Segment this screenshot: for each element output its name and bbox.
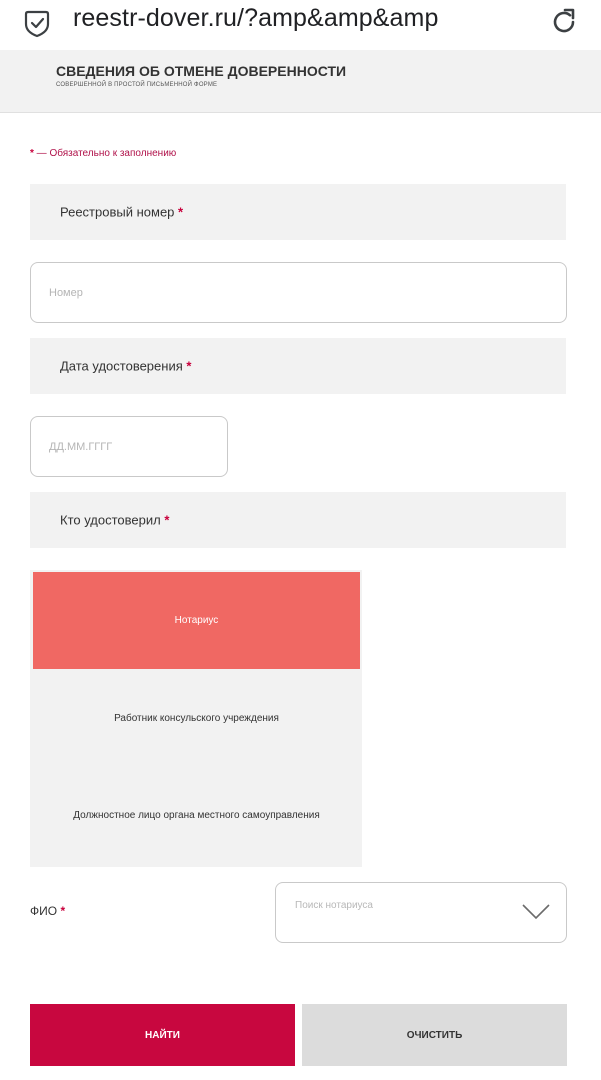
option-consular-officer[interactable]: Работник консульского учреждения: [114, 713, 279, 724]
page-header: [0, 50, 601, 113]
registry-number-input[interactable]: [49, 263, 477, 322]
required-star: *: [164, 512, 170, 528]
option-notary[interactable]: Нотариус: [33, 572, 360, 669]
notary-search-select[interactable]: [275, 882, 567, 943]
certified-by-label: [60, 513, 169, 528]
registry-number-label: [60, 205, 183, 220]
fio-label-text: ФИО: [30, 904, 58, 918]
certified-by-label-text: Кто удостоверил: [60, 512, 161, 528]
notary-search-placeholder: Поиск нотариуса: [295, 900, 373, 911]
registry-number-label-block: [30, 184, 566, 240]
certified-by-options: [30, 570, 362, 867]
certification-date-label-text: Дата удостоверения: [60, 358, 183, 374]
fio-label: [30, 904, 65, 918]
page-subtitle: СОВЕРШЕННОЙ В ПРОСТОЙ ПИСЬМЕННОЙ ФОРМЕ: [56, 82, 218, 88]
required-note-text: — Обязательно к заполнению: [33, 148, 177, 159]
page-title: СВЕДЕНИЯ ОБ ОТМЕНЕ ДОВЕРЕННОСТИ: [56, 63, 347, 79]
find-button[interactable]: НАЙТИ: [30, 1004, 295, 1066]
certification-date-input[interactable]: [49, 417, 206, 476]
required-star: *: [186, 358, 192, 374]
certification-date-label-block: [30, 338, 566, 394]
browser-bar: [0, 0, 601, 50]
required-star: *: [30, 148, 34, 159]
required-note: [30, 148, 176, 159]
address-bar[interactable]: reestr-dover.ru/?amp&amp&amp: [73, 4, 439, 32]
registry-number-label-text: Реестровый номер: [60, 204, 175, 220]
certified-by-label-block: [30, 492, 566, 548]
shield-check-icon[interactable]: [22, 8, 52, 38]
required-star: *: [178, 204, 184, 220]
chevron-down-icon[interactable]: [522, 903, 550, 921]
required-star: *: [60, 904, 66, 918]
option-local-government-official[interactable]: Должностное лицо органа местного самоуправления: [73, 810, 320, 821]
certification-date-field[interactable]: [30, 416, 228, 477]
registry-number-field[interactable]: [30, 262, 567, 323]
reload-icon[interactable]: [548, 6, 580, 38]
clear-button[interactable]: ОЧИСТИТЬ: [302, 1004, 567, 1066]
certification-date-label: [60, 359, 191, 374]
